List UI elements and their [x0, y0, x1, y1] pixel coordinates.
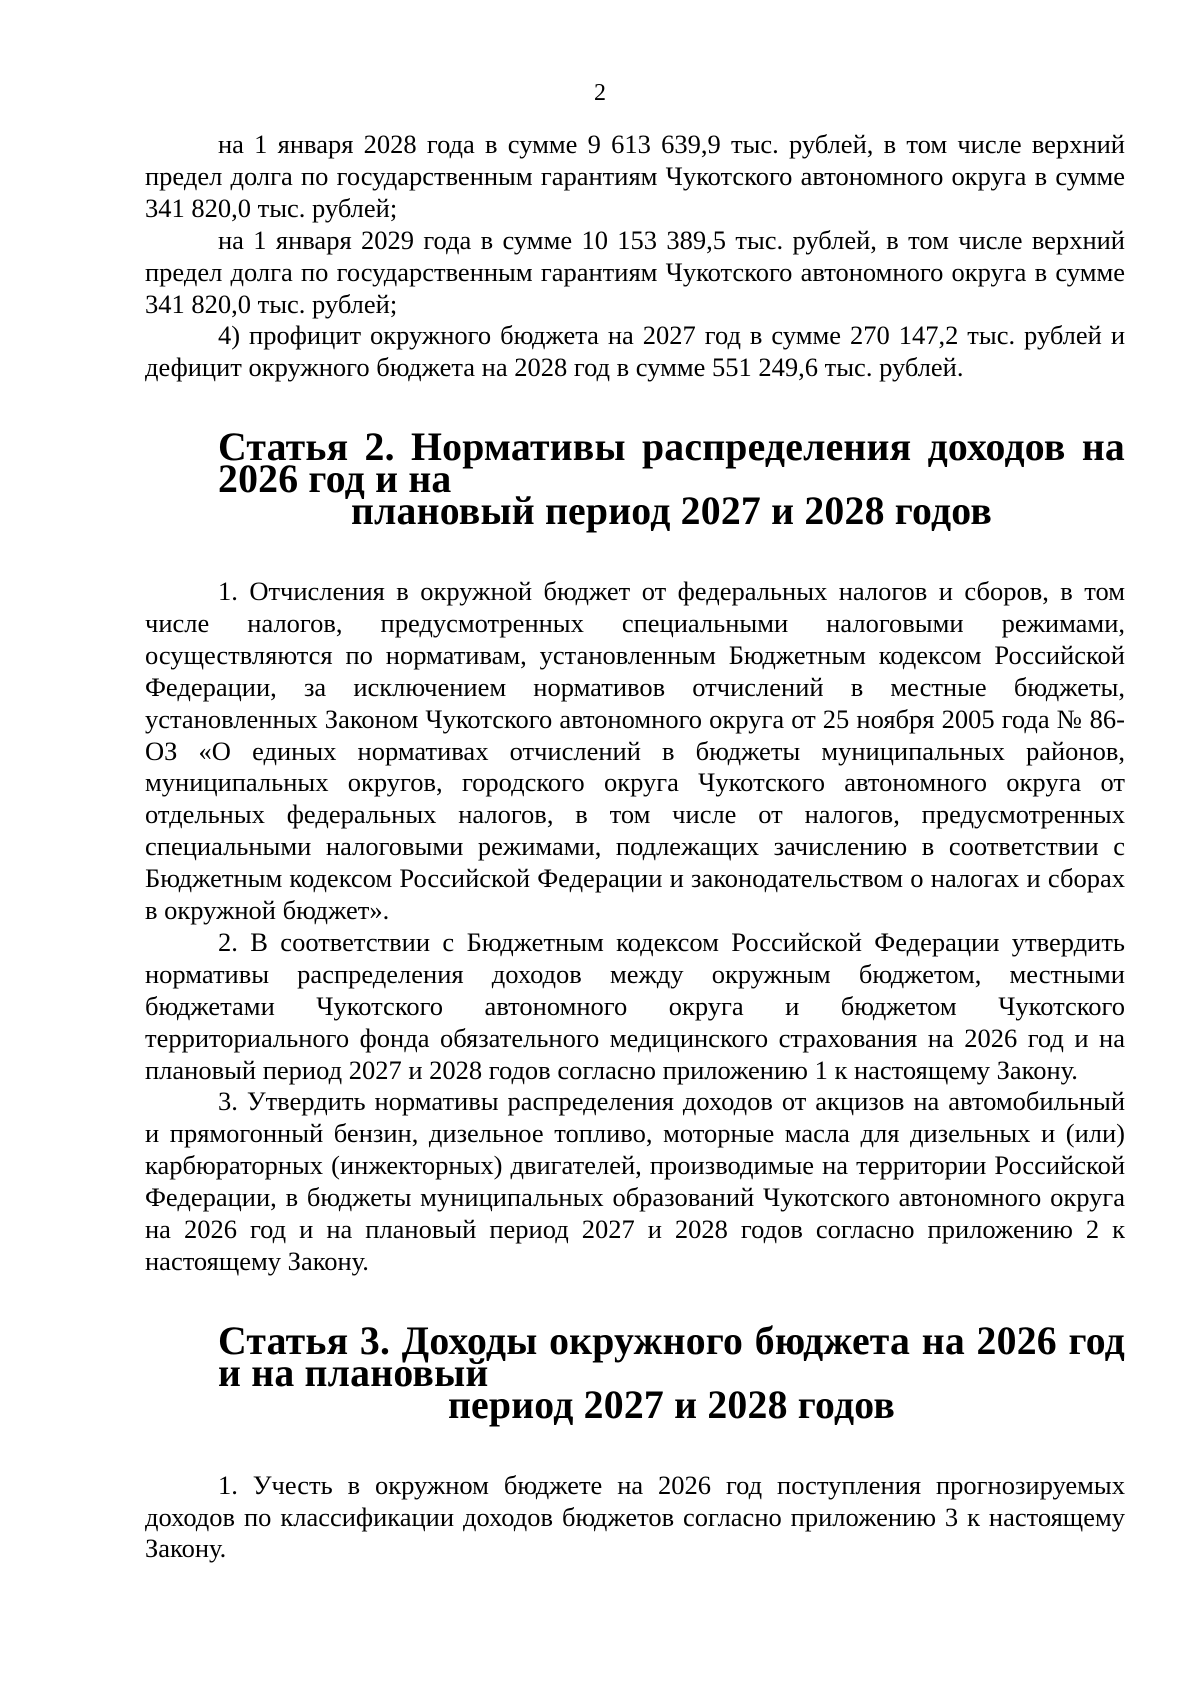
article-3-heading: [145, 1318, 1125, 1427]
paragraph-debt-limit-2029: на 1 января 2029 года в сумме 10 153 389,5 тыс. рублей, в том числе верхний предел долга по государственным гарантиям Чукотского автономного округа в сумме 341 820,0 тыс. рублей;: [145, 224, 1125, 319]
document-body: [145, 129, 1125, 1565]
article-2-paragraph-3: 3. Утвердить нормативы распределения доходов от акцизов на автомобильный и прямогонный бензин, дизельное топливо, моторные масла для дизельных и (или) карбюраторных (инжекторных) двигателей, производимые на территории Российской Федерации, в бюджеты муниципальных образований Чукотского автономного округа на 2026 год и на плановый период 2027 и 2028 годов согласно приложению 2 к настоящему Закону.: [145, 1086, 1125, 1276]
page-number: 2: [594, 80, 606, 106]
article-3-paragraph-1: 1. Учесть в окружном бюджете на 2026 год поступления прогнозируемых доходов по классификации доходов бюджетов согласно приложению 3 к настоящему Закону.: [145, 1469, 1125, 1564]
article-2-heading-line2: плановый период 2027 и 2028 годов: [350, 489, 993, 534]
paragraph-surplus-deficit: 4) профицит окружного бюджета на 2027 год в сумме 270 147,2 тыс. рублей и дефицит окружного бюджета на 2028 год в сумме 551 249,6 тыс. рублей.: [145, 320, 1125, 383]
spacer: [145, 1422, 1125, 1470]
paragraph-debt-limit-2028: на 1 января 2028 года в сумме 9 613 639,9 тыс. рублей, в том числе верхний предел долга по государственным гарантиям Чукотского автономного округа в сумме 341 820,0 тыс. рублей;: [145, 129, 1125, 223]
article-3-heading-line1: Статья 3. Доходы окружного бюджета на 2026 год и на плановый: [218, 1318, 1125, 1395]
article-3-heading-line2: период 2027 и 2028 годов: [447, 1382, 896, 1427]
article-2-heading-line1: Статья 2. Нормативы распределения доходов на 2026 год и на: [218, 425, 1125, 502]
article-2-paragraph-2: 2. В соответствии с Бюджетным кодексом Российской Федерации утвердить нормативы распределения доходов между окружным бюджетом, местными бюджетами Чукотского автономного округа и бюджетом Чукотского территориального фонда обязательного медицинского страхования на 2026 год и на плановый период 2027 и 2028 годов согласно приложению 1 к настоящему Закону.: [145, 926, 1125, 1085]
article-2-paragraph-1: 1. Отчисления в окружной бюджет от федеральных налогов и сборов, в том числе налогов, предусмотренных специальными налоговыми режимами, осуществляются по нормативам, установленным Бюджетным кодексом Российской Федерации, за исключением нормативов отчислений в местные бюджеты, установленных Законом Чукотского автономного округа от 25 ноября 2005 года № 86-ОЗ «О единых нормативах отчислений в бюджеты муниципальных районов, муниципальных округов, городского округа Чукотского автономного округа от отдельных федеральных налогов, в том числе от налогов, предусмотренных специальными налоговыми режимами, подлежащих зачислению в соответствии с Бюджетным кодексом Российской Федерации и законодательством о налогах и сборах в окружной бюджет».: [145, 575, 1125, 926]
article-2-heading: [145, 425, 1125, 534]
spacer: [145, 528, 1125, 576]
